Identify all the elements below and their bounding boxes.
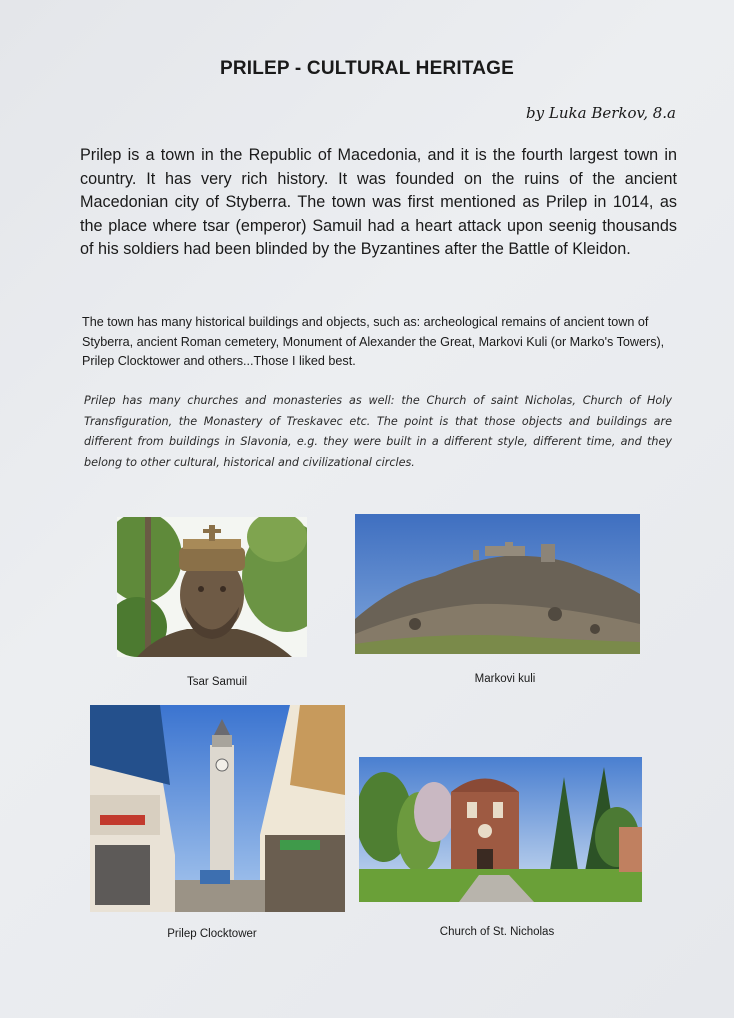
tsar-samuil-photo	[117, 517, 307, 657]
clocktower-caption: Prilep Clocktower	[167, 928, 257, 940]
tsar-samuil-caption: Tsar Samuil	[186, 676, 248, 688]
clocktower-photo-icon	[90, 705, 345, 912]
church-photo	[359, 757, 642, 902]
page-title: PRILEP - CULTURAL HERITAGE	[219, 58, 515, 79]
markovi-kuli-photo	[355, 514, 640, 654]
churches-paragraph: Prilep has many churches and monasteries as well: the Church of saint Nicholas, Church of Holy Transfiguration, the Monastery of Treskavec etc. The point is that those objects and buildings are different from buildings in Slavonia, e.g. they were built in a different style, different time, and they belong to other cultural, historical and civilizational circles.	[84, 394, 672, 469]
clocktower-photo	[90, 705, 345, 912]
fortress-photo-icon	[355, 514, 640, 654]
markovi-kuli-caption: Markovi kuli	[474, 673, 536, 685]
church-caption: Church of St. Nicholas	[439, 926, 555, 938]
church-photo-icon	[359, 757, 642, 902]
intro-paragraph: Prilep is a town in the Republic of Macedonia, and it is the fourth largest town in country. It has very rich history. It was founded on the ruins of the ancient Macedonian city of Styberra. The town was first mentioned as Prilep in 1014, as the place where tsar (emperor) Samuil had a heart attack upon seenig thousands of his soldiers had been blinded by the Byzantines after the Battle of Kleidon.	[80, 146, 677, 258]
statue-photo-icon	[117, 517, 307, 657]
buildings-paragraph: The town has many historical buildings and objects, such as: archeological remains of ancient town of Styberra, ancient Roman cemetery, Monument of Alexander the Great, Markovi Kuli (or Marko's Towers), Prilep Clocktower and others...Those I liked best.	[82, 315, 665, 369]
author-byline: by Luka Berkov, 8.a	[526, 104, 676, 122]
